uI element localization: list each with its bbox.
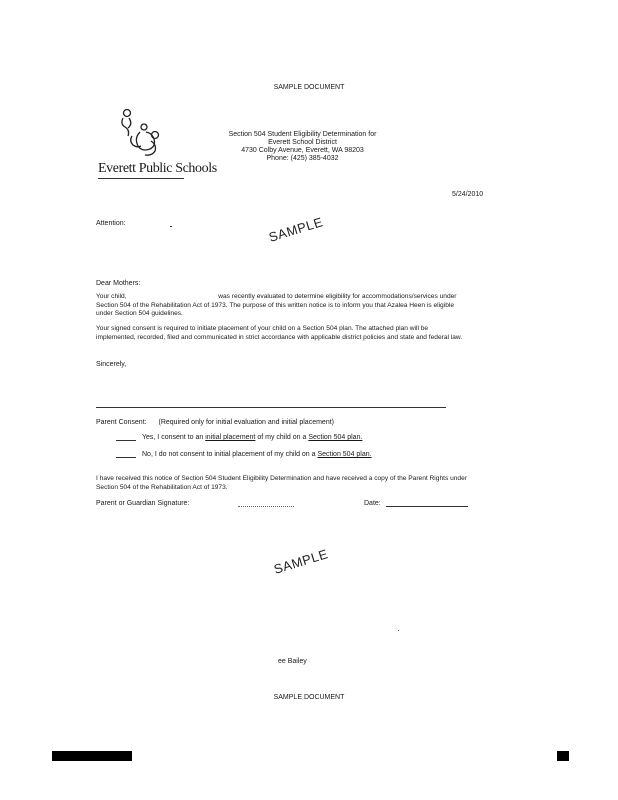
bottom-sample-label: SAMPLE DOCUMENT xyxy=(273,694,345,701)
eligibility-paragraph xyxy=(96,293,468,319)
consent-paragraph: Your signed consent is required to initiate placement of your child on a Section 504 plan. The attached plan will be implemented, recorded, filed and communicated in strict accordance with applicable district policies and state and federal law. xyxy=(96,325,463,341)
sample-watermark-lower: SAMPLE xyxy=(272,546,330,577)
signature-field[interactable] xyxy=(238,506,294,507)
letterhead xyxy=(210,131,395,163)
yes-mid: of my child on a xyxy=(255,434,309,441)
header-line-3: 4730 Colby Avenue, Everett, WA 98203 xyxy=(241,147,364,154)
redaction-bar xyxy=(52,751,132,761)
closing: Sincerely, xyxy=(96,361,127,368)
para1-rest: was recently evaluated to determine eligibility for accommodations/services under Section 504 of the Rehabilitation Act of 1973. The purpose of this written notice is to inform you that Azalea Heen is eligible under Section 504 guidelines. xyxy=(96,293,457,317)
attention-mark xyxy=(170,226,172,227)
attention-label: Attention: xyxy=(96,220,126,227)
signature-rule xyxy=(96,407,446,408)
header-line-4: Phone: (425) 385-4032 xyxy=(266,155,339,162)
yes-initial-placement-link: initial placement xyxy=(205,434,256,441)
consent-label: Parent Consent: xyxy=(96,419,147,426)
no-section-504-link: Section 504 plan. xyxy=(317,451,372,458)
salutation: Dear Mothers: xyxy=(96,280,141,287)
acknowledgement-paragraph: I have received this notice of Section 504 Student Eligibility Determination and have received a copy of the Parent Rights under Section 504 of the Rehabilitation Act of 1973. xyxy=(96,475,467,491)
top-sample-label: SAMPLE DOCUMENT xyxy=(273,84,345,91)
logo-text: Everett Public Schools xyxy=(98,161,217,176)
header-line-2: Everett School District xyxy=(268,139,337,146)
signature-label: Parent or Guardian Signature: xyxy=(96,500,190,507)
no-consent-option xyxy=(142,450,372,459)
yes-consent-option xyxy=(142,433,362,442)
yes-section-504-link: Section 504 plan. xyxy=(308,434,363,441)
stray-mark xyxy=(398,630,399,631)
date-field[interactable] xyxy=(386,506,468,507)
yes-prefix: Yes, I consent to an xyxy=(142,434,206,441)
parent-consent-heading xyxy=(96,418,334,427)
consent-note: (Required only for initial evaluation and initial placement) xyxy=(158,419,334,426)
header-line-1: Section 504 Student Eligibility Determination for xyxy=(228,131,377,138)
footer-note: ee Bailey xyxy=(278,658,307,665)
para1-start: Your child, xyxy=(96,293,127,300)
no-checkbox-line[interactable] xyxy=(116,457,136,458)
corner-mark xyxy=(557,751,569,761)
letter-date: 5/24/2010 xyxy=(452,191,484,198)
yes-checkbox-line[interactable] xyxy=(116,440,136,441)
logo-underline xyxy=(98,178,184,179)
no-prefix: No, I do not consent to initial placement of my child on a xyxy=(142,451,318,458)
date-label: Date: xyxy=(364,500,381,507)
sample-watermark: SAMPLE xyxy=(267,214,325,245)
